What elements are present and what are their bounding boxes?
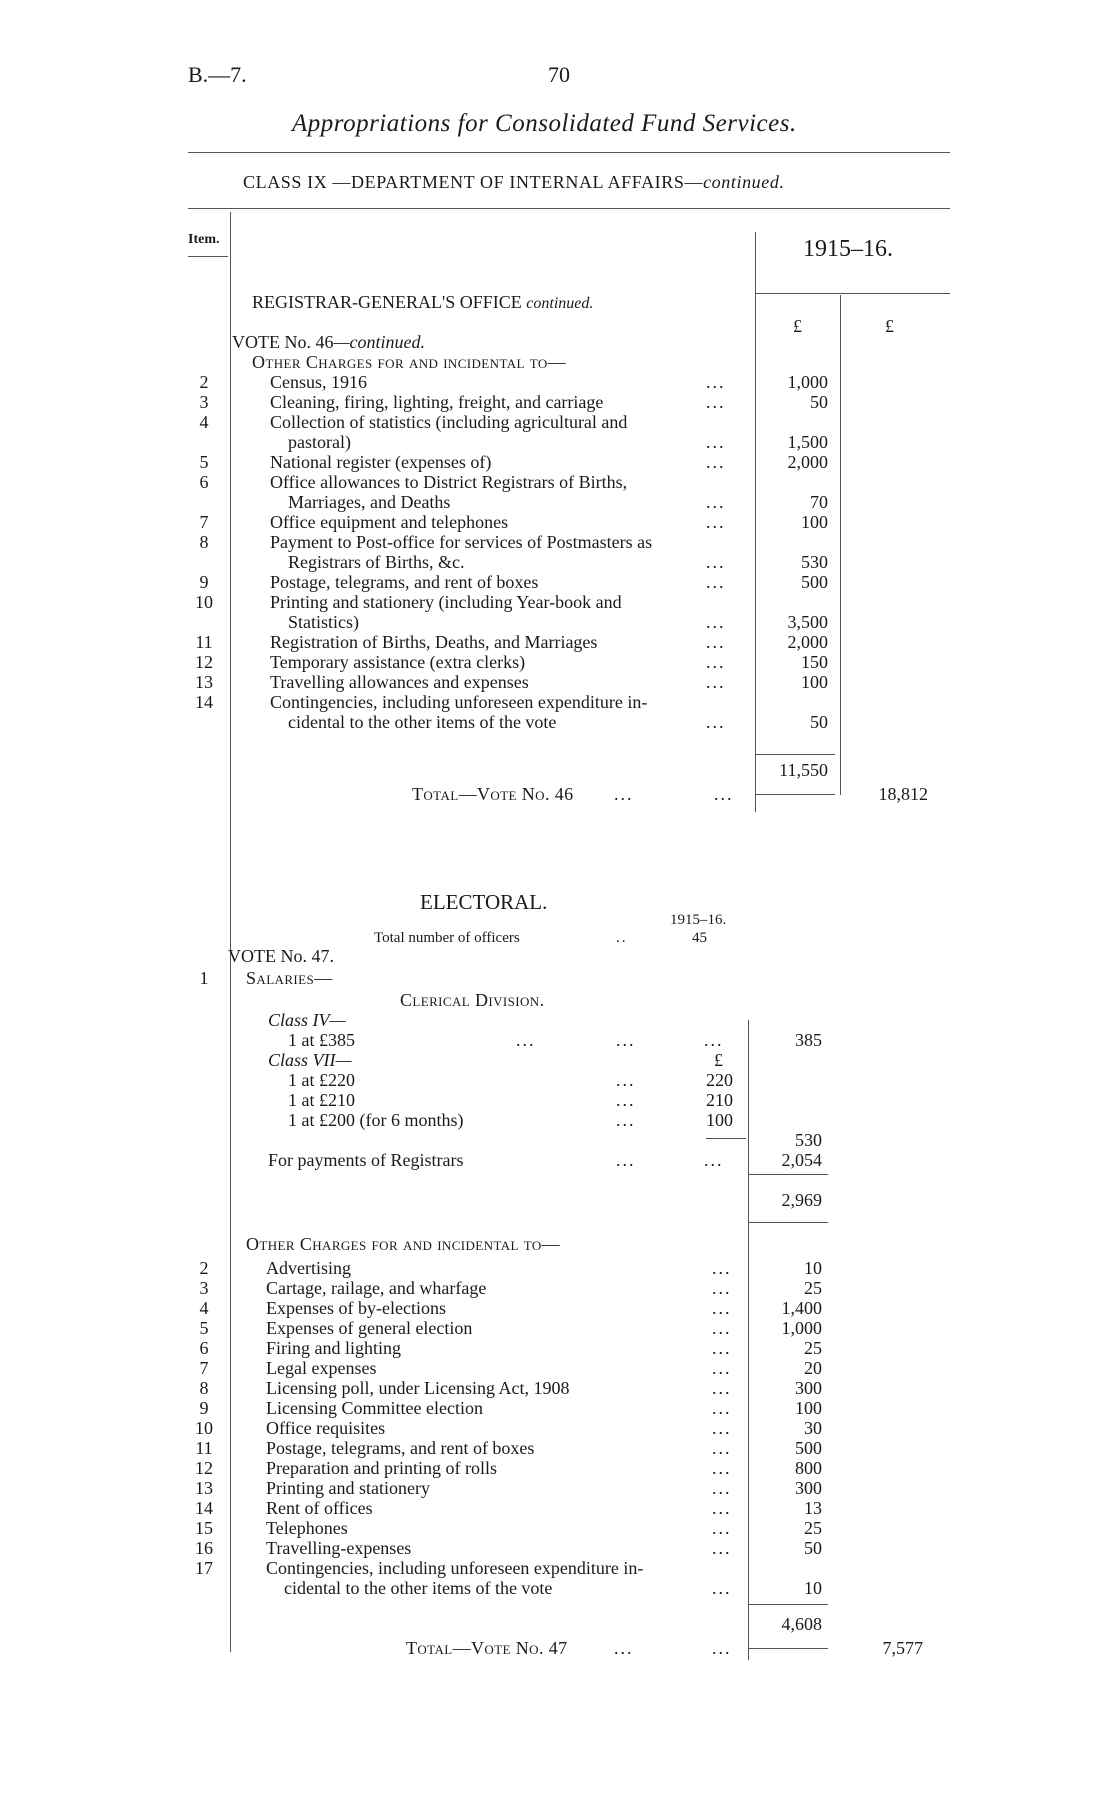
table-row-leader: ... xyxy=(712,1258,732,1278)
table-row-leader: ... xyxy=(706,452,726,472)
table-row-item-number: 11 xyxy=(195,1438,213,1458)
table-row-amount: 50 xyxy=(810,392,828,412)
class-vii-line-label: 1 at £200 (for 6 months) xyxy=(288,1110,464,1130)
table-row-amount: 50 xyxy=(804,1538,822,1558)
table-row-item-number: 6 xyxy=(199,1338,209,1358)
table-row-description: Firing and lighting xyxy=(266,1338,401,1358)
officers-count: 45 xyxy=(692,930,707,946)
table-row-description: Cleaning, firing, lighting, freight, and carriage xyxy=(270,392,604,412)
table-row-item-number: 7 xyxy=(199,1358,209,1378)
vote-46-heading xyxy=(232,332,425,352)
salaries-item-number: 1 xyxy=(199,968,209,988)
table-row-amount: 1,000 xyxy=(787,372,828,392)
table-row-amount: 500 xyxy=(801,572,828,592)
table-row-amount: 25 xyxy=(804,1338,822,1358)
vote-46-label: VOTE No. 46 xyxy=(232,332,334,352)
table-row-item-number: 3 xyxy=(199,392,209,412)
registrars-label: For payments of Registrars xyxy=(268,1150,464,1170)
table-row-item-number: 8 xyxy=(199,1378,209,1398)
table-row-description: Registration of Births, Deaths, and Marriages xyxy=(270,632,598,652)
table-row-item-number: 7 xyxy=(199,512,209,532)
table-row-description: Expenses of by-elections xyxy=(266,1298,446,1318)
table-row-leader: ... xyxy=(706,372,726,392)
table-row-description: Travelling allowances and expenses xyxy=(270,672,529,692)
table-row-description: Office allowances to District Registrars of Births, xyxy=(270,472,628,492)
year-column-header: 1915–16. xyxy=(803,236,893,262)
vote-46-subtotal: 11,550 xyxy=(779,760,828,780)
table-row-leader: ... xyxy=(712,1498,732,1518)
class-vii-line-amount: 100 xyxy=(706,1110,733,1130)
document-reference: B.—7. xyxy=(188,62,247,87)
table-row-amount: 25 xyxy=(804,1518,822,1538)
table-row-item-number: 10 xyxy=(195,592,213,612)
pound-column-1: £ xyxy=(793,316,802,336)
table-row-description: Collection of statistics (including agricultural and xyxy=(270,412,628,432)
table-row-amount: 1,400 xyxy=(781,1298,822,1318)
table-row-amount: 300 xyxy=(795,1478,822,1498)
table-row-leader: ... xyxy=(712,1458,732,1478)
table-row-amount: 13 xyxy=(804,1498,822,1518)
table-row-item-number: 14 xyxy=(195,692,213,712)
table-row-amount: 2,000 xyxy=(787,452,828,472)
vote-47-total-leader: ... xyxy=(614,1638,634,1658)
table-row-description: Rent of offices xyxy=(266,1498,373,1518)
title-rule xyxy=(188,152,950,153)
table-row-description: cidental to the other items of the vote xyxy=(288,712,557,732)
class-iv-line-amount: 385 xyxy=(795,1030,822,1050)
table-row-item-number: 16 xyxy=(195,1538,213,1558)
electoral-heading: ELECTORAL. xyxy=(420,890,548,914)
table-row-description: Cartage, railage, and wharfage xyxy=(266,1278,487,1298)
item-label-rule xyxy=(188,256,228,257)
table-row-description: Telephones xyxy=(266,1518,348,1538)
table-row-amount: 2,000 xyxy=(787,632,828,652)
table-row-amount: 1,500 xyxy=(787,432,828,452)
table-row-item-number: 11 xyxy=(195,632,213,652)
vote-47-total-rule xyxy=(748,1648,828,1649)
class-iv-line-label: 1 at £385 xyxy=(288,1030,355,1050)
table-row-leader: ... xyxy=(706,492,726,512)
year-header-rule xyxy=(755,293,950,294)
vote-46-subtotal-rule xyxy=(755,754,835,755)
table-row-description: Payment to Post-office for services of Postmasters as xyxy=(270,532,653,552)
table-row-leader: ... xyxy=(706,512,726,532)
table-row-leader: ... xyxy=(706,672,726,692)
table-row-description: Registrars of Births, &c. xyxy=(288,552,465,572)
table-row-leader: ... xyxy=(712,1318,732,1338)
other-charges-heading-46: Other Charges for and incidental to— xyxy=(252,352,567,372)
item-17-number: 17 xyxy=(195,1558,213,1578)
table-row-leader: ... xyxy=(706,432,726,452)
officers-leader: .. xyxy=(616,930,628,946)
office-heading xyxy=(252,292,593,314)
class-heading xyxy=(243,172,785,193)
other-charges-heading-47: Other Charges for and incidental to— xyxy=(246,1234,561,1254)
officers-year: 1915–16. xyxy=(670,912,727,928)
class-vii-line-leader: ... xyxy=(616,1110,636,1130)
table-row-item-number: 4 xyxy=(199,412,209,432)
table-row-item-number: 14 xyxy=(195,1498,213,1518)
table-row-leader: ... xyxy=(712,1538,732,1558)
table-row-description: Expenses of general election xyxy=(266,1318,473,1338)
table-row-amount: 30 xyxy=(804,1418,822,1438)
vote-47-total: 7,577 xyxy=(882,1638,923,1658)
total-column-rule xyxy=(840,295,841,795)
class-vii-line-amount: 220 xyxy=(706,1070,733,1090)
class-iv-leader: ... xyxy=(516,1030,536,1050)
table-row-item-number: 12 xyxy=(195,652,213,672)
page-number: 70 xyxy=(548,62,570,87)
table-row-description: Contingencies, including unforeseen expenditure in- xyxy=(270,692,648,712)
vote-47-total-leader-2: ... xyxy=(712,1638,732,1658)
item-17-line-2: cidental to the other items of the vote xyxy=(284,1578,553,1598)
table-row-item-number: 5 xyxy=(199,1318,209,1338)
table-row-amount: 25 xyxy=(804,1278,822,1298)
table-row-leader: ... xyxy=(712,1378,732,1398)
table-row-leader: ... xyxy=(706,572,726,592)
class-iv-leader-2: ... xyxy=(616,1030,636,1050)
vote-47-subtotal: 4,608 xyxy=(781,1614,822,1634)
table-row-leader: ... xyxy=(712,1518,732,1538)
clerical-division-heading: Clerical Division. xyxy=(400,990,545,1010)
table-row-leader: ... xyxy=(712,1278,732,1298)
table-row-item-number: 3 xyxy=(199,1278,209,1298)
table-row-amount: 20 xyxy=(804,1358,822,1378)
class-iv-leader-3: ... xyxy=(704,1030,724,1050)
table-row-item-number: 2 xyxy=(199,1258,209,1278)
class-vii-heading: Class VII— xyxy=(268,1050,352,1070)
table-row-item-number: 13 xyxy=(195,672,213,692)
table-row-description: Printing and stationery (including Year-book and xyxy=(270,592,622,612)
vote-46-total-leader-2: ... xyxy=(714,784,734,804)
table-row-description: Travelling-expenses xyxy=(266,1538,412,1558)
vote-46-total-rule xyxy=(755,794,835,795)
table-row-amount: 100 xyxy=(801,672,828,692)
table-row-description: Licensing Committee election xyxy=(266,1398,483,1418)
table-row-description: Advertising xyxy=(266,1258,351,1278)
class-vii-line-leader: ... xyxy=(616,1090,636,1110)
table-row-item-number: 13 xyxy=(195,1478,213,1498)
table-row-amount: 100 xyxy=(801,512,828,532)
salaries-total: 2,969 xyxy=(781,1190,822,1210)
table-row-item-number: 2 xyxy=(199,372,209,392)
table-row-leader: ... xyxy=(712,1298,732,1318)
table-row-leader: ... xyxy=(706,632,726,652)
class-heading-continued: continued. xyxy=(703,172,785,192)
item-column-rule xyxy=(230,212,231,1652)
table-row-leader: ... xyxy=(706,552,726,572)
vote-46-total-label: Total—Vote No. 46 xyxy=(412,784,574,804)
table-row-leader: ... xyxy=(712,1398,732,1418)
registrars-amount: 2,054 xyxy=(781,1150,822,1170)
vote-47-subtotal-rule xyxy=(748,1604,828,1605)
class-vii-line-label: 1 at £210 xyxy=(288,1090,355,1110)
salaries-total-rule-bottom xyxy=(748,1222,828,1223)
table-row-amount: 500 xyxy=(795,1438,822,1458)
pound-column-2: £ xyxy=(885,316,894,336)
table-row-amount: 50 xyxy=(810,712,828,732)
class-heading-text: CLASS IX —DEPARTMENT OF INTERNAL AFFAIRS— xyxy=(243,172,704,192)
class-vii-total: 530 xyxy=(795,1130,822,1150)
table-row-description: Preparation and printing of rolls xyxy=(266,1458,497,1478)
vote-46-total: 18,812 xyxy=(878,784,928,804)
table-row-amount: 10 xyxy=(804,1258,822,1278)
table-row-leader: ... xyxy=(712,1438,732,1458)
table-row-amount: 100 xyxy=(795,1398,822,1418)
vote-47-total-label: Total—Vote No. 47 xyxy=(406,1638,568,1658)
office-continued: continued. xyxy=(526,295,594,312)
table-row-description: Marriages, and Deaths xyxy=(288,492,451,512)
class-vii-rule xyxy=(706,1138,746,1139)
table-row-description: Temporary assistance (extra clerks) xyxy=(270,652,526,672)
table-row-description: Statistics) xyxy=(288,612,359,632)
officers-label: Total number of officers xyxy=(374,930,520,946)
salaries-total-rule xyxy=(748,1174,828,1175)
table-row-amount: 150 xyxy=(801,652,828,672)
table-row-item-number: 15 xyxy=(195,1518,213,1538)
item-column-label: Item. xyxy=(188,232,220,247)
class-vii-line-amount: 210 xyxy=(706,1090,733,1110)
table-row-leader: ... xyxy=(712,1358,732,1378)
table-row-description: National register (expenses of) xyxy=(270,452,492,472)
table-row-item-number: 12 xyxy=(195,1458,213,1478)
vote-47-label: VOTE No. 47. xyxy=(228,946,334,966)
table-row-amount: 3,500 xyxy=(787,612,828,632)
registrars-leader-2: ... xyxy=(704,1150,724,1170)
table-row-description: Postage, telegrams, and rent of boxes xyxy=(270,572,539,592)
table-row-description: Postage, telegrams, and rent of boxes xyxy=(266,1438,535,1458)
table-row-leader: ... xyxy=(706,392,726,412)
table-row-item-number: 10 xyxy=(195,1418,213,1438)
table-row-item-number: 9 xyxy=(199,1398,209,1418)
table-row-amount: 300 xyxy=(795,1378,822,1398)
salaries-heading: Salaries— xyxy=(246,968,333,988)
table-row-description: Office equipment and telephones xyxy=(270,512,509,532)
page-title: Appropriations for Consolidated Fund Services. xyxy=(292,110,797,137)
vote-46-continued: —continued. xyxy=(333,332,425,352)
table-row-description: Legal expenses xyxy=(266,1358,377,1378)
table-row-leader: ... xyxy=(712,1418,732,1438)
class-vii-pound: £ xyxy=(714,1050,723,1070)
heading-rule xyxy=(188,208,950,209)
table-row-amount: 530 xyxy=(801,552,828,572)
table-row-item-number: 5 xyxy=(199,452,209,472)
table-row-item-number: 9 xyxy=(199,572,209,592)
table-row-amount: 800 xyxy=(795,1458,822,1478)
table-row-amount: 70 xyxy=(810,492,828,512)
table-row-leader: ... xyxy=(706,712,726,732)
item-17-leader: ... xyxy=(712,1578,732,1598)
table-row-item-number: 8 xyxy=(199,532,209,552)
class-iv-heading: Class IV— xyxy=(268,1010,346,1030)
table-row-description: pastoral) xyxy=(288,432,351,452)
class-vii-line-label: 1 at £220 xyxy=(288,1070,355,1090)
table-row-description: Census, 1916 xyxy=(270,372,368,392)
table-row-leader: ... xyxy=(712,1338,732,1358)
vote-46-total-leader: ... xyxy=(614,784,634,804)
table-row-description: Office requisites xyxy=(266,1418,386,1438)
item-17-amount: 10 xyxy=(804,1578,822,1598)
office-name: REGISTRAR-GENERAL'S OFFICE xyxy=(252,292,522,312)
registrars-leader: ... xyxy=(616,1150,636,1170)
table-row-item-number: 6 xyxy=(199,472,209,492)
table-row-description: Printing and stationery xyxy=(266,1478,430,1498)
class-vii-line-leader: ... xyxy=(616,1070,636,1090)
table-row-leader: ... xyxy=(712,1478,732,1498)
table-row-item-number: 4 xyxy=(199,1298,209,1318)
table-row-amount: 1,000 xyxy=(781,1318,822,1338)
table-row-description: Licensing poll, under Licensing Act, 1908 xyxy=(266,1378,570,1398)
item-17-line-1: Contingencies, including unforeseen expenditure in- xyxy=(266,1558,644,1578)
table-row-leader: ... xyxy=(706,652,726,672)
table-row-leader: ... xyxy=(706,612,726,632)
